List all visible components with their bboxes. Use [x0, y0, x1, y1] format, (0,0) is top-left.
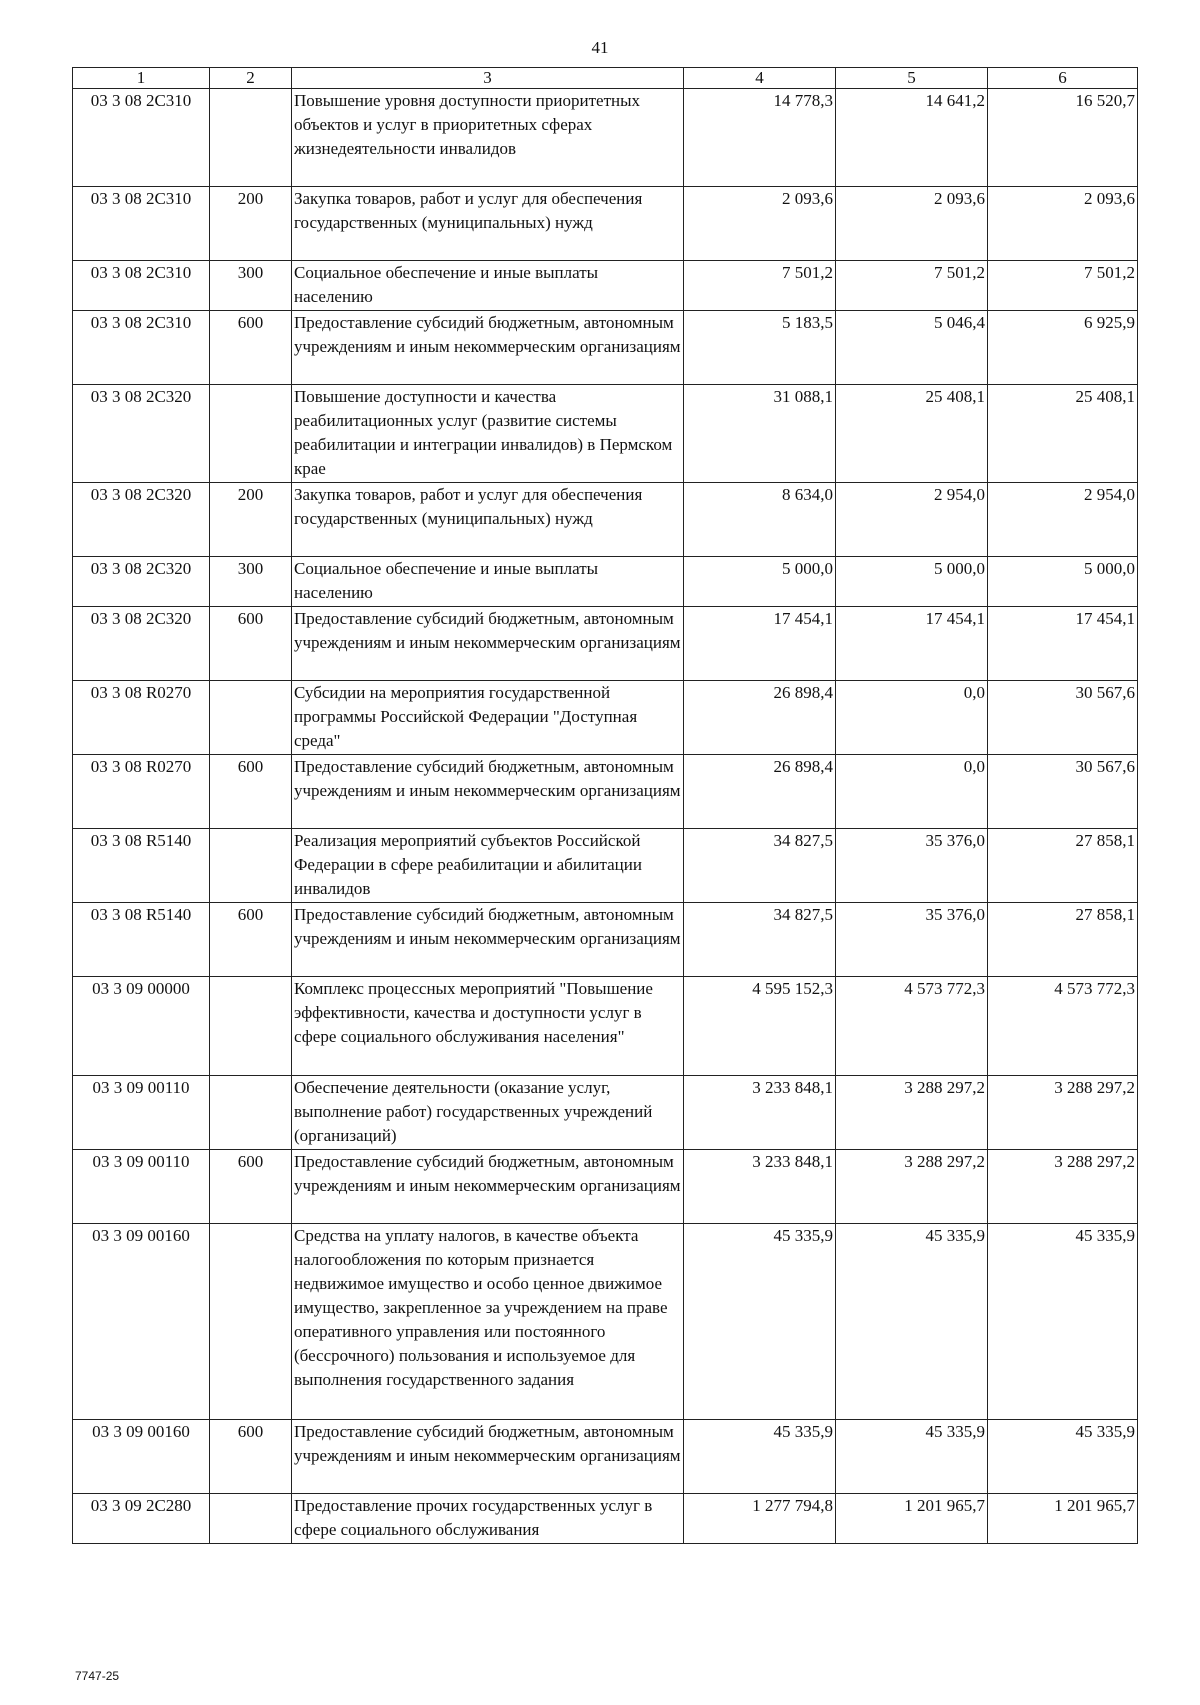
cell-name: Предоставление субсидий бюджетным, автономным учреждениям и иным некоммерческим организациям: [292, 1420, 684, 1494]
cell-code: 03 3 08 2С320: [73, 607, 210, 681]
table-row: [73, 187, 1138, 261]
cell-value-6: 4 573 772,3: [988, 977, 1138, 1076]
cell-value-5: 45 335,9: [836, 1224, 988, 1420]
cell-expense-type: 600: [210, 1150, 292, 1224]
cell-code: 03 3 08 2С320: [73, 557, 210, 607]
cell-value-6: 1 201 965,7: [988, 1494, 1138, 1544]
column-header-3: 3: [292, 68, 684, 89]
table-row: [73, 1076, 1138, 1150]
cell-value-4: 2 093,6: [684, 187, 836, 261]
table-row: [73, 261, 1138, 311]
cell-code: 03 3 09 00110: [73, 1076, 210, 1150]
cell-code: 03 3 08 2С310: [73, 187, 210, 261]
table-row: [73, 755, 1138, 829]
table-row: [73, 557, 1138, 607]
table-body: [73, 89, 1138, 1544]
cell-value-6: 7 501,2: [988, 261, 1138, 311]
column-header-1: 1: [73, 68, 210, 89]
cell-value-5: 25 408,1: [836, 385, 988, 483]
cell-code: 03 3 08 2С320: [73, 385, 210, 483]
cell-code: 03 3 09 00160: [73, 1224, 210, 1420]
cell-expense-type: 300: [210, 261, 292, 311]
cell-value-5: 4 573 772,3: [836, 977, 988, 1076]
cell-value-5: 1 201 965,7: [836, 1494, 988, 1544]
cell-expense-type: 300: [210, 557, 292, 607]
column-header-4: 4: [684, 68, 836, 89]
cell-value-5: 2 093,6: [836, 187, 988, 261]
table-row: [73, 385, 1138, 483]
cell-value-6: 27 858,1: [988, 903, 1138, 977]
cell-expense-type: [210, 1076, 292, 1150]
cell-code: 03 3 08 R0270: [73, 755, 210, 829]
table-row: [73, 311, 1138, 385]
cell-code: 03 3 09 2С280: [73, 1494, 210, 1544]
column-header-6: 6: [988, 68, 1138, 89]
cell-expense-type: [210, 977, 292, 1076]
table-row: [73, 1494, 1138, 1544]
cell-value-5: 14 641,2: [836, 89, 988, 187]
cell-name: Реализация мероприятий субъектов Российской Федерации в сфере реабилитации и абилитации инвалидов: [292, 829, 684, 903]
cell-value-6: 3 288 297,2: [988, 1076, 1138, 1150]
cell-value-4: 3 233 848,1: [684, 1150, 836, 1224]
cell-value-4: 17 454,1: [684, 607, 836, 681]
cell-expense-type: 600: [210, 755, 292, 829]
cell-expense-type: 600: [210, 311, 292, 385]
header-row: [73, 68, 1138, 89]
cell-value-5: 5 046,4: [836, 311, 988, 385]
cell-value-5: 0,0: [836, 755, 988, 829]
cell-value-6: 27 858,1: [988, 829, 1138, 903]
cell-name: Средства на уплату налогов, в качестве объекта налогообложения по которым признается недвижимое имущество и особо ценное движимое имущество, закрепленное за учреждением на праве оперативного управления или постоянного (бессрочного) пользования и используемое для выполнения государственного задания: [292, 1224, 684, 1420]
cell-name: Социальное обеспечение и иные выплаты населению: [292, 261, 684, 311]
cell-name: Предоставление субсидий бюджетным, автономным учреждениям и иным некоммерческим организациям: [292, 311, 684, 385]
cell-code: 03 3 08 2С310: [73, 311, 210, 385]
table-row: [73, 681, 1138, 755]
cell-expense-type: [210, 829, 292, 903]
cell-expense-type: 200: [210, 483, 292, 557]
cell-value-5: 5 000,0: [836, 557, 988, 607]
cell-code: 03 3 08 R0270: [73, 681, 210, 755]
cell-expense-type: [210, 1224, 292, 1420]
cell-value-6: 2 093,6: [988, 187, 1138, 261]
cell-value-4: 3 233 848,1: [684, 1076, 836, 1150]
cell-value-4: 34 827,5: [684, 903, 836, 977]
cell-name: Закупка товаров, работ и услуг для обеспечения государственных (муниципальных) нужд: [292, 483, 684, 557]
cell-value-4: 31 088,1: [684, 385, 836, 483]
cell-value-4: 26 898,4: [684, 755, 836, 829]
cell-name: Повышение доступности и качества реабилитационных услуг (развитие системы реабилитации и интеграции инвалидов) в Пермском крае: [292, 385, 684, 483]
cell-expense-type: 200: [210, 187, 292, 261]
cell-value-5: 45 335,9: [836, 1420, 988, 1494]
cell-value-5: 3 288 297,2: [836, 1150, 988, 1224]
cell-value-6: 6 925,9: [988, 311, 1138, 385]
budget-table: [72, 67, 1138, 1544]
cell-value-6: 5 000,0: [988, 557, 1138, 607]
table-row: [73, 1150, 1138, 1224]
table-row: [73, 89, 1138, 187]
cell-code: 03 3 09 00110: [73, 1150, 210, 1224]
cell-value-4: 8 634,0: [684, 483, 836, 557]
cell-expense-type: [210, 681, 292, 755]
table-row: [73, 903, 1138, 977]
cell-expense-type: [210, 1494, 292, 1544]
column-header-2: 2: [210, 68, 292, 89]
cell-value-6: 45 335,9: [988, 1224, 1138, 1420]
cell-name: Социальное обеспечение и иные выплаты населению: [292, 557, 684, 607]
cell-value-5: 2 954,0: [836, 483, 988, 557]
cell-value-6: 30 567,6: [988, 681, 1138, 755]
cell-value-4: 34 827,5: [684, 829, 836, 903]
cell-value-4: 14 778,3: [684, 89, 836, 187]
cell-name: Закупка товаров, работ и услуг для обеспечения государственных (муниципальных) нужд: [292, 187, 684, 261]
cell-name: Повышение уровня доступности приоритетных объектов и услуг в приоритетных сферах жизнедеятельности инвалидов: [292, 89, 684, 187]
page-number: 41: [591, 38, 609, 57]
cell-name: Субсидии на мероприятия государственной программы Российской Федерации "Доступная среда": [292, 681, 684, 755]
cell-value-6: 2 954,0: [988, 483, 1138, 557]
cell-expense-type: 600: [210, 1420, 292, 1494]
table-row: [73, 1224, 1138, 1420]
cell-code: 03 3 08 R5140: [73, 903, 210, 977]
document-code: 7747-25: [75, 1669, 120, 1683]
cell-expense-type: 600: [210, 607, 292, 681]
cell-value-5: 0,0: [836, 681, 988, 755]
cell-expense-type: [210, 385, 292, 483]
cell-name: Предоставление субсидий бюджетным, автономным учреждениям и иным некоммерческим организациям: [292, 755, 684, 829]
cell-value-4: 7 501,2: [684, 261, 836, 311]
cell-value-5: 35 376,0: [836, 829, 988, 903]
cell-value-4: 45 335,9: [684, 1420, 836, 1494]
cell-value-5: 17 454,1: [836, 607, 988, 681]
table-row: [73, 977, 1138, 1076]
table-row: [73, 483, 1138, 557]
cell-value-5: 35 376,0: [836, 903, 988, 977]
cell-value-6: 17 454,1: [988, 607, 1138, 681]
cell-value-4: 4 595 152,3: [684, 977, 836, 1076]
cell-name: Предоставление субсидий бюджетным, автономным учреждениям и иным некоммерческим организациям: [292, 1150, 684, 1224]
table-row: [73, 1420, 1138, 1494]
cell-value-5: 7 501,2: [836, 261, 988, 311]
cell-name: Обеспечение деятельности (оказание услуг, выполнение работ) государственных учреждений (организаций): [292, 1076, 684, 1150]
cell-code: 03 3 08 R5140: [73, 829, 210, 903]
cell-code: 03 3 09 00160: [73, 1420, 210, 1494]
column-header-5: 5: [836, 68, 988, 89]
cell-value-4: 45 335,9: [684, 1224, 836, 1420]
cell-name: Предоставление субсидий бюджетным, автономным учреждениям и иным некоммерческим организациям: [292, 607, 684, 681]
cell-name: Комплекс процессных мероприятий "Повышение эффективности, качества и доступности услуг в сфере социального обслуживания населения": [292, 977, 684, 1076]
cell-value-6: 45 335,9: [988, 1420, 1138, 1494]
cell-code: 03 3 09 00000: [73, 977, 210, 1076]
cell-value-4: 5 000,0: [684, 557, 836, 607]
cell-value-4: 1 277 794,8: [684, 1494, 836, 1544]
cell-value-6: 30 567,6: [988, 755, 1138, 829]
cell-value-6: 16 520,7: [988, 89, 1138, 187]
cell-code: 03 3 08 2С310: [73, 261, 210, 311]
cell-value-6: 25 408,1: [988, 385, 1138, 483]
table-row: [73, 607, 1138, 681]
cell-expense-type: 600: [210, 903, 292, 977]
cell-value-4: 5 183,5: [684, 311, 836, 385]
cell-expense-type: [210, 89, 292, 187]
cell-name: Предоставление прочих государственных услуг в сфере социального обслуживания: [292, 1494, 684, 1544]
cell-value-6: 3 288 297,2: [988, 1150, 1138, 1224]
table-row: [73, 829, 1138, 903]
cell-value-5: 3 288 297,2: [836, 1076, 988, 1150]
cell-code: 03 3 08 2С310: [73, 89, 210, 187]
cell-value-4: 26 898,4: [684, 681, 836, 755]
cell-name: Предоставление субсидий бюджетным, автономным учреждениям и иным некоммерческим организациям: [292, 903, 684, 977]
cell-code: 03 3 08 2С320: [73, 483, 210, 557]
